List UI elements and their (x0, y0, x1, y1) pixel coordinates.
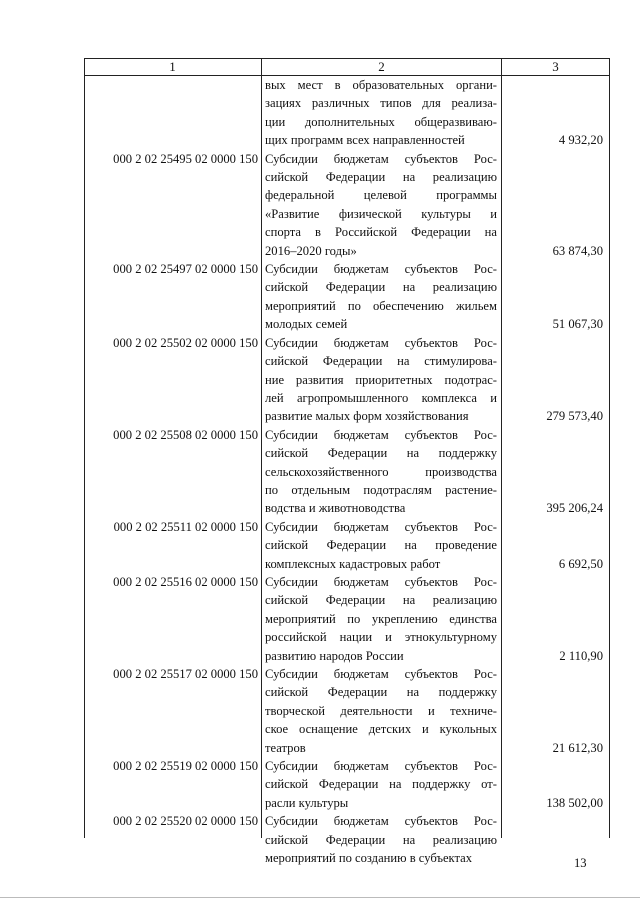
budget-code: 000 2 02 25508 02 0000 150 (113, 427, 258, 442)
description-line: мероприятий по обеспечению жильем (265, 298, 497, 313)
description-line: сийской Федерации на стимулирова- (265, 354, 497, 369)
description-line: ское оснащение детских и кукольных (265, 722, 497, 737)
budget-code: 000 2 02 25517 02 0000 150 (113, 667, 258, 681)
description-line: сийской Федерации на реализацию (265, 280, 497, 295)
table-row (84, 426, 610, 518)
amount-cell (501, 757, 609, 812)
description-line: Субсидии бюджетам субъектов Рос- (265, 519, 497, 534)
description (261, 665, 501, 757)
amount-cell (501, 665, 609, 757)
description-line: творческой деятельности и техниче- (265, 703, 497, 718)
description-line: сийской Федерации на реализацию (265, 593, 497, 608)
amount-cell (501, 573, 609, 665)
budget-code: 000 2 02 25519 02 0000 150 (113, 759, 258, 774)
amount-cell (501, 260, 609, 334)
budget-code: 000 2 02 25502 02 0000 150 (113, 335, 258, 350)
description-line: молодых семей (265, 317, 348, 332)
amount: 279 573,40 (546, 409, 603, 424)
column-header-3: 3 (552, 59, 559, 74)
amount: 138 502,00 (546, 795, 603, 810)
table-row (84, 757, 610, 812)
description-line: 2016–2020 годы» (265, 243, 357, 258)
description-line: Субсидии бюджетам субъектов Рос- (265, 262, 497, 277)
description-line: «Развитие физической культуры и (265, 206, 497, 221)
description (261, 812, 501, 867)
description-line: Субсидии бюджетам субъектов Рос- (265, 427, 497, 442)
amount: 51 067,30 (552, 317, 603, 332)
description-line: сийской Федерации на поддержку от- (265, 777, 497, 792)
description-line: по отдельным подотраслям растение- (265, 482, 497, 497)
budget-table (84, 58, 610, 866)
description-line: театров (265, 740, 306, 755)
description (261, 150, 501, 260)
description-line: сийской Федерации на поддержку (265, 446, 497, 461)
description-line: Субсидии бюджетам субъектов Рос- (265, 151, 497, 166)
table-row (84, 334, 610, 426)
description-line: водства и животноводства (265, 501, 406, 516)
description-line: мероприятий по созданию в субъектах (265, 851, 473, 866)
budget-code: 000 2 02 25511 02 0000 150 (113, 519, 258, 534)
amount-cell (501, 76, 609, 150)
description-line: Субсидии бюджетам субъектов Рос- (265, 574, 497, 589)
description-line: Субсидии бюджетам субъектов Рос- (265, 667, 497, 681)
description-line: расли культуры (265, 795, 349, 810)
amount: 2 110,90 (559, 648, 603, 663)
description-line: щих программ всех направленностей (265, 133, 465, 148)
description-line: развитие малых форм хозяйствования (265, 409, 469, 424)
table-row (84, 260, 610, 334)
description-line: зациях различных типов для реализа- (265, 96, 497, 111)
column-header-2: 2 (378, 59, 385, 74)
amount: 63 874,30 (552, 243, 603, 258)
description-line: вых мест в образовательных органи- (265, 78, 497, 92)
description-line: сийской Федерации на реализацию (265, 832, 497, 847)
amount-cell (501, 150, 609, 260)
table-row (84, 665, 610, 757)
description (261, 573, 501, 665)
description (261, 76, 501, 150)
page-number: 13 (574, 856, 587, 870)
amount: 21 612,30 (552, 740, 603, 755)
description-line: Субсидии бюджетам субъектов Рос- (265, 814, 497, 829)
description-line: развитию народов России (265, 648, 404, 663)
description-line: сельскохозяйственного производства (265, 464, 497, 479)
description-line: ции дополнительных общеразвиваю- (265, 114, 497, 129)
budget-code: 000 2 02 25495 02 0000 150 (113, 151, 258, 166)
description (261, 518, 501, 573)
table-row (84, 518, 610, 573)
amount-cell (501, 334, 609, 426)
description-line: российской нации и этнокультурному (265, 630, 497, 645)
column-header-1: 1 (169, 59, 176, 74)
description-line: лей агропромышленного комплекса и (265, 390, 497, 405)
description-line: Субсидии бюджетам субъектов Рос- (265, 335, 497, 350)
budget-code: 000 2 02 25497 02 0000 150 (113, 262, 258, 277)
description-line: комплексных кадастровых работ (265, 556, 441, 571)
description (261, 334, 501, 426)
description (261, 260, 501, 334)
description-line: сийской Федерации на проведение (265, 538, 497, 553)
amount: 4 932,20 (558, 133, 603, 148)
description (261, 426, 501, 518)
description-line: сийской Федерации на реализацию (265, 170, 497, 185)
table-row (84, 812, 610, 867)
description (261, 757, 501, 812)
budget-code (84, 76, 261, 150)
footer-rule (0, 897, 640, 898)
amount-cell (501, 812, 609, 867)
table-row (84, 573, 610, 665)
budget-code: 000 2 02 25520 02 0000 150 (113, 814, 258, 829)
table-row (84, 150, 610, 260)
amount: 395 206,24 (546, 501, 603, 516)
table-body (84, 76, 610, 867)
amount: 6 692,50 (558, 556, 603, 571)
description-line: ние развития приоритетных подотрас- (265, 372, 497, 387)
description-line: федеральной целевой программы (265, 188, 497, 203)
budget-code: 000 2 02 25516 02 0000 150 (113, 574, 258, 589)
description-line: спорта в Российской Федерации на (265, 225, 497, 240)
description-line: Субсидии бюджетам субъектов Рос- (265, 759, 497, 774)
amount-cell (501, 518, 609, 573)
amount-cell (501, 426, 609, 518)
description-line: сийской Федерации на поддержку (265, 685, 497, 700)
table-row (84, 76, 610, 150)
description-line: мероприятий по укреплению единства (265, 611, 497, 626)
